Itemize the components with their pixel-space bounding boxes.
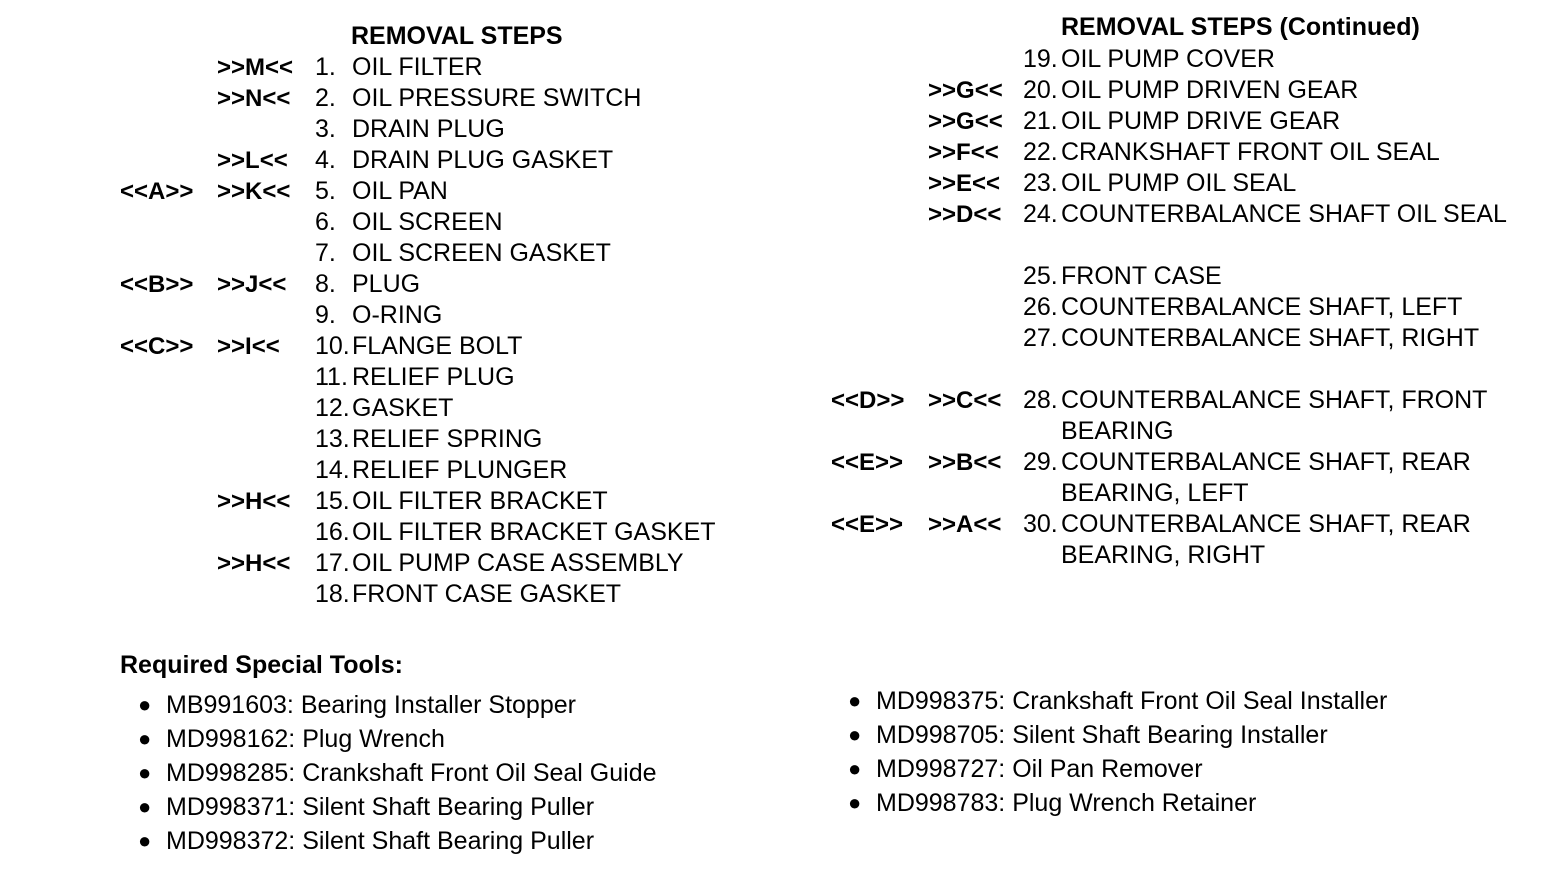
step-text: DRAIN PLUG — [352, 115, 505, 143]
step-number: 11. — [315, 363, 348, 391]
step-text: CRANKSHAFT FRONT OIL SEAL — [1061, 138, 1440, 166]
step-text: COUNTERBALANCE SHAFT, REAR BEARING, LEFT — [1061, 448, 1471, 507]
step-text: OIL PUMP COVER — [1061, 45, 1275, 73]
step-text: COUNTERBALANCE SHAFT OIL SEAL — [1061, 200, 1507, 228]
step-text: GASKET — [352, 394, 454, 422]
special-tool-text: MD998285: Crankshaft Front Oil Seal Guide — [166, 759, 657, 787]
step-number: 8. — [315, 270, 336, 298]
step-text: OIL PAN — [352, 177, 448, 205]
removal-service-point: <<B>> — [120, 271, 194, 298]
special-tool-text: MD998705: Silent Shaft Bearing Installer — [876, 721, 1328, 749]
removal-service-point: <<E>> — [831, 511, 904, 538]
step-text: FLANGE BOLT — [352, 332, 523, 360]
step-number: 9. — [315, 301, 336, 329]
bullet-icon: ● — [138, 726, 152, 751]
special-tool-text: MD998371: Silent Shaft Bearing Puller — [166, 793, 595, 821]
step-text: OIL FILTER BRACKET — [352, 487, 608, 515]
step-text: OIL FILTER — [352, 53, 483, 81]
step-number: 4. — [315, 146, 336, 174]
removal-steps-continued-heading: REMOVAL STEPS (Continued) — [1061, 13, 1420, 41]
special-tool-item — [848, 684, 1387, 718]
step-number: 14. — [315, 456, 350, 484]
special-tools-list-right — [848, 684, 1387, 820]
special-tool-item — [848, 786, 1387, 820]
installation-service-point: >>M<< — [217, 54, 294, 81]
installation-service-point: >>D<< — [928, 201, 1002, 228]
special-tool-text: MD998375: Crankshaft Front Oil Seal Installer — [876, 687, 1388, 715]
installation-service-point: >>G<< — [928, 77, 1003, 104]
special-tool-item — [138, 688, 657, 722]
step-text: RELIEF SPRING — [352, 425, 543, 453]
step-number: 23. — [1023, 169, 1058, 197]
step-text: FRONT CASE — [1061, 262, 1222, 290]
removal-service-point: <<C>> — [120, 333, 194, 360]
installation-service-point: >>A<< — [928, 511, 1002, 538]
special-tool-text: MD998372: Silent Shaft Bearing Puller — [166, 827, 595, 855]
step-number: 13. — [315, 425, 350, 453]
step-number: 17. — [315, 549, 350, 577]
step-text: COUNTERBALANCE SHAFT, REAR BEARING, RIGHT — [1061, 510, 1471, 569]
removal-service-point: <<A>> — [120, 178, 194, 205]
removal-service-point: <<E>> — [831, 449, 904, 476]
special-tools-heading: Required Special Tools: — [120, 651, 403, 679]
step-number: 20. — [1023, 76, 1058, 104]
step-number: 18. — [315, 580, 350, 608]
installation-service-point: >>J<< — [217, 271, 287, 298]
step-number: 22. — [1023, 138, 1058, 166]
special-tool-text: MD998783: Plug Wrench Retainer — [876, 789, 1257, 817]
step-number: 25. — [1023, 262, 1058, 290]
bullet-icon: ● — [138, 794, 152, 819]
step-text: OIL SCREEN — [352, 208, 503, 236]
removal-steps-heading: REMOVAL STEPS — [351, 22, 563, 50]
step-number: 21. — [1023, 107, 1058, 135]
special-tool-text: MD998162: Plug Wrench — [166, 725, 445, 753]
special-tools-list-left — [138, 688, 657, 858]
step-number: 28. — [1023, 386, 1058, 414]
step-number: 1. — [315, 53, 336, 81]
step-number: 5. — [315, 177, 336, 205]
installation-service-point: >>B<< — [928, 449, 1002, 476]
step-text: OIL FILTER BRACKET GASKET — [352, 518, 716, 546]
step-text: O-RING — [352, 301, 443, 329]
step-number: 19. — [1023, 45, 1058, 73]
step-text: OIL PUMP CASE ASSEMBLY — [352, 549, 684, 577]
step-text: OIL PUMP OIL SEAL — [1061, 169, 1297, 197]
installation-service-point: >>G<< — [928, 108, 1003, 135]
step-text: COUNTERBALANCE SHAFT, FRONT BEARING — [1061, 386, 1487, 445]
special-tool-item — [848, 718, 1387, 752]
bullet-icon: ● — [848, 756, 862, 781]
special-tool-item — [848, 752, 1387, 786]
step-number: 30. — [1023, 510, 1058, 538]
special-tool-item — [138, 722, 657, 756]
installation-service-point: >>I<< — [217, 333, 280, 360]
step-text: FRONT CASE GASKET — [352, 580, 622, 608]
step-text: OIL PUMP DRIVE GEAR — [1061, 107, 1341, 135]
special-tool-item — [138, 824, 657, 858]
step-number: 3. — [315, 115, 336, 143]
step-number: 16. — [315, 518, 350, 546]
step-text: OIL PUMP DRIVEN GEAR — [1061, 76, 1359, 104]
step-text: RELIEF PLUG — [352, 363, 515, 391]
step-number: 24. — [1023, 200, 1058, 228]
step-text: OIL SCREEN GASKET — [352, 239, 611, 267]
step-text: COUNTERBALANCE SHAFT, RIGHT — [1061, 324, 1480, 352]
step-number: 29. — [1023, 448, 1058, 476]
step-text: OIL PRESSURE SWITCH — [352, 84, 642, 112]
special-tool-item — [138, 790, 657, 824]
installation-service-point: >>C<< — [928, 387, 1002, 414]
step-text: COUNTERBALANCE SHAFT, LEFT — [1061, 293, 1463, 321]
step-number: 7. — [315, 239, 336, 267]
installation-service-point: >>H<< — [217, 550, 291, 577]
special-tool-item — [138, 756, 657, 790]
bullet-icon: ● — [138, 828, 152, 853]
bullet-icon: ● — [138, 692, 152, 717]
installation-service-point: >>N<< — [217, 85, 291, 112]
step-text: RELIEF PLUNGER — [352, 456, 568, 484]
step-number: 27. — [1023, 324, 1058, 352]
special-tool-text: MB991603: Bearing Installer Stopper — [166, 691, 576, 719]
removal-service-point: <<D>> — [831, 387, 905, 414]
bullet-icon: ● — [848, 688, 862, 713]
step-text: PLUG — [352, 270, 421, 298]
step-number: 6. — [315, 208, 336, 236]
installation-service-point: >>K<< — [217, 178, 291, 205]
step-number: 26. — [1023, 293, 1058, 321]
special-tool-text: MD998727: Oil Pan Remover — [876, 755, 1203, 783]
installation-service-point: >>F<< — [928, 139, 999, 166]
step-number: 2. — [315, 84, 336, 112]
bullet-icon: ● — [138, 760, 152, 785]
step-number: 12. — [315, 394, 350, 422]
installation-service-point: >>H<< — [217, 488, 291, 515]
bullet-icon: ● — [848, 722, 862, 747]
installation-service-point: >>L<< — [217, 147, 288, 174]
bullet-icon: ● — [848, 790, 862, 815]
step-number: 15. — [315, 487, 350, 515]
step-text: DRAIN PLUG GASKET — [352, 146, 614, 174]
step-number: 10. — [315, 332, 350, 360]
installation-service-point: >>E<< — [928, 170, 1001, 197]
